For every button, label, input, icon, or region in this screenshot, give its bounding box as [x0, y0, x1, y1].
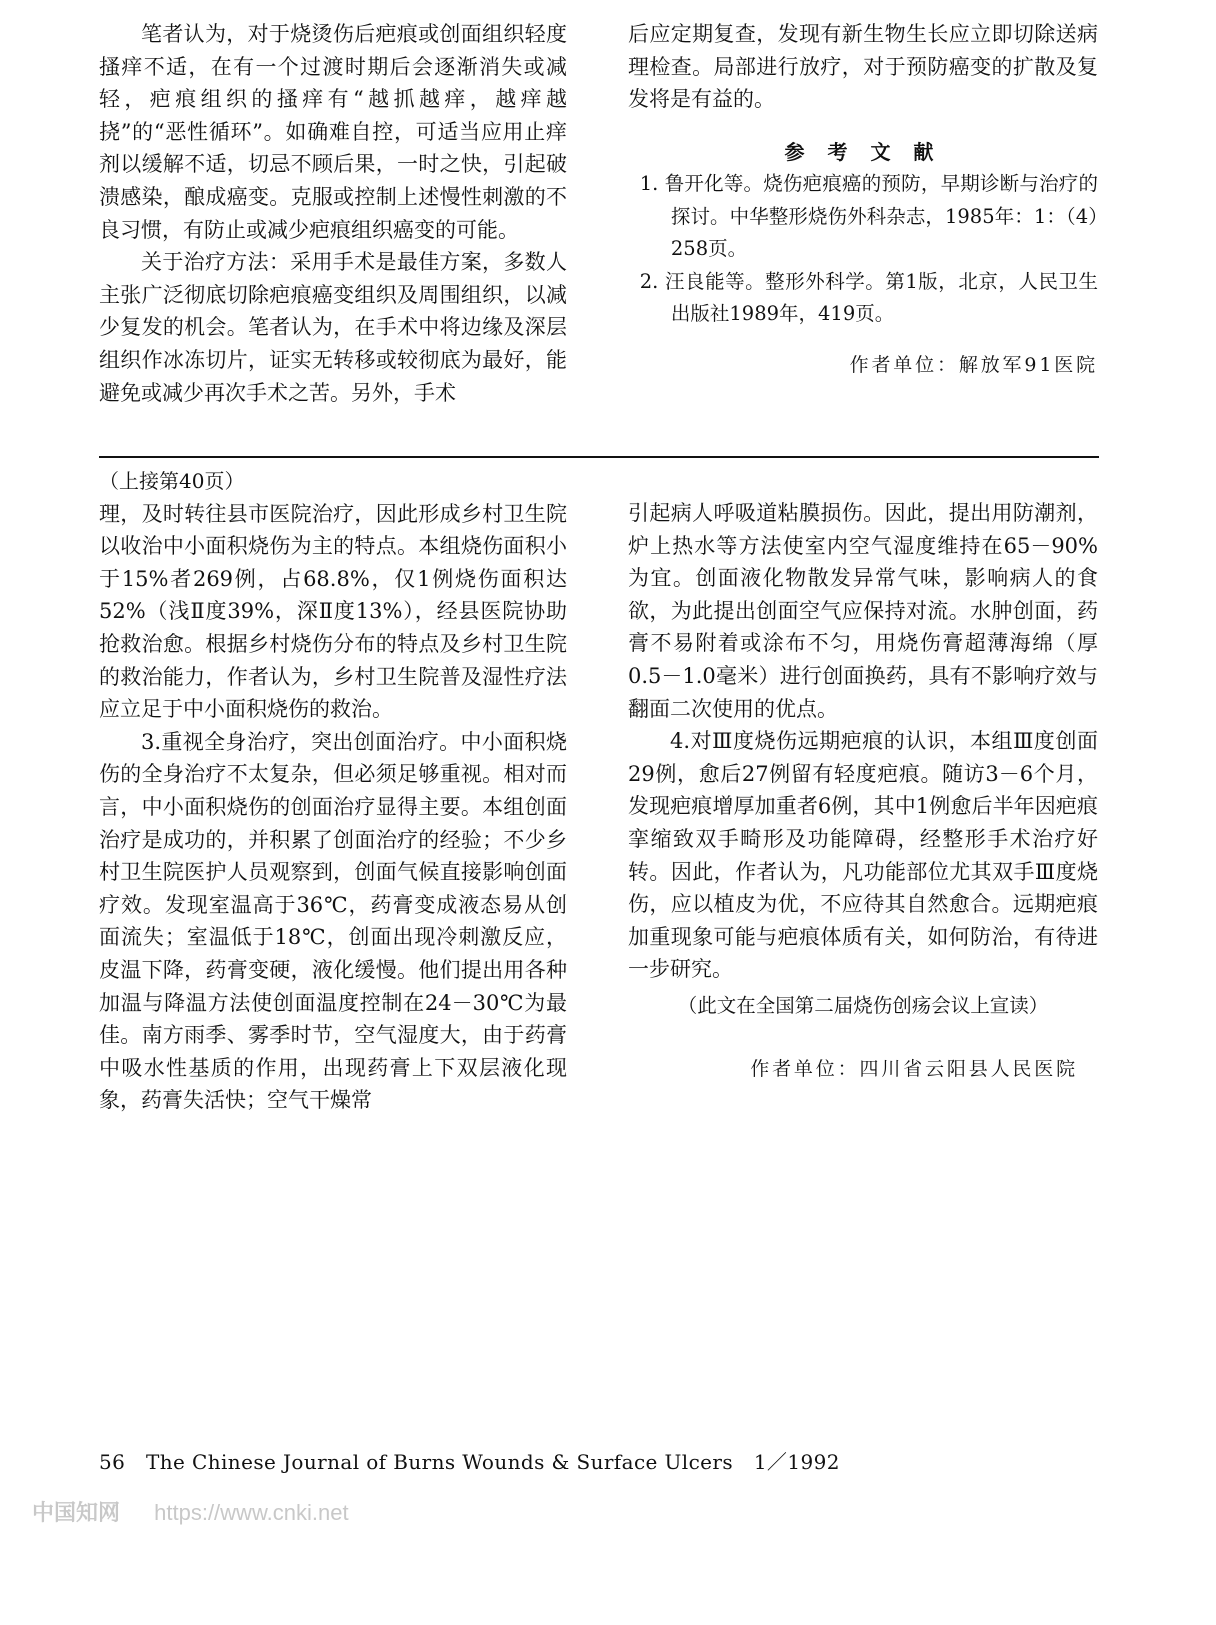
author-affiliation: 作者单位：解放军91医院: [849, 353, 1098, 376]
presentation-note: （此文在全国第二届烧伤创疡会议上宣读）: [677, 993, 1049, 1017]
paragraph: 后应定期复查，发现有新生物生长应立即切除送病理检查。局部进行放疗，对于预防癌变的扩散及复发将是有益的。: [628, 22, 1098, 112]
reference-item: 1. 鲁开化等。烧伤疤痕癌的预防，早期诊断与治疗的探讨。中华整形烧伤外科杂志，1985年：1：（4）258页。: [639, 172, 1098, 261]
paragraph: 笔者认为，对于烧烫伤后疤痕或创面组织轻度搔痒不适，在有一个过渡时期后会逐渐消失或减轻，疤痕组织的搔痒有“越抓越痒，越痒越挠”的“恶性循环”。如确难自控，可适当应用止痒剂以缓解不适，切忌不顾后果，一时之快，引起破溃感染，酿成癌变。克服或控制上述慢性刺激的不良习惯，有防止或减少疤痕组织癌变的可能。: [99, 22, 567, 242]
top-right-column: [628, 18, 1098, 381]
watermark-url: https://www.cnki.net: [154, 1500, 349, 1525]
page-number: 56: [99, 1450, 126, 1474]
bottom-right-column: [628, 497, 1098, 1085]
references-heading: 参 考 文 献: [784, 139, 942, 164]
continued-from-label: （上接第40页）: [99, 469, 245, 493]
page-footer: [99, 1446, 854, 1475]
paragraph: 3.重视全身治疗，突出创面治疗。中小面积烧伤的全身治疗不太复杂，但必须足够重视。相对而言，中小面积烧伤的创面治疗显得主要。本组创面治疗是成功的，并积累了创面治疗的经验；不少乡村卫生院医护人员观察到，创面气候直接影响创面疗效。发现室温高于36℃，药膏变成液态易从创面流失；室温低于18℃，创面出现冷刺激反应，皮温下降，药膏变硬，液化缓慢。他们提出用各种加温与降温方法使创面温度控制在24－30℃为最佳。南方雨季、雾季时节，空气湿度大，由于药膏中吸水性基质的作用，出现药膏上下双层液化现象，药膏失活快；空气干燥常: [99, 729, 567, 1113]
top-left-column: [99, 18, 567, 409]
paragraph: 引起病人呼吸道粘膜损伤。因此，提出用防潮剂，炉上热水等方法使室内空气湿度维持在65－90%为宜。创面液化物散发异常气味，影响病人的食欲，为此提出创面空气应保持对流。水肿创面，药膏不易附着或涂布不匀，用烧伤膏超薄海绵（厚0.5－1.0毫米）进行创面换药，具有不影响疗效与翻面二次使用的优点。: [628, 501, 1098, 721]
bottom-left-column: [99, 465, 567, 1117]
author-affiliation: 作者单位：四川省云阳县人民医院: [750, 1057, 1078, 1080]
journal-name: The Chinese Journal of Burns Wounds & Surface Ulcers: [146, 1450, 734, 1474]
watermark-brand: 中国知网: [32, 1500, 121, 1525]
section-divider: [99, 456, 1099, 458]
paragraph: 4.对Ⅲ度烧伤远期疤痕的认识，本组Ⅲ度创面29例，愈后27例留有轻度疤痕。随访3－6个月，发现疤痕增厚加重者6例，其中1例愈后半年因疤痕挛缩致双手畸形及功能障碍，经整形手术治疗好转。因此，作者认为，凡功能部位尤其双手Ⅲ度烧伤，应以植皮为优，不应待其自然愈合。远期疤痕加重现象可能与疤痕体质有关，如何防治，有待进一步研究。: [628, 729, 1098, 982]
issue-label: 1／1992: [753, 1450, 840, 1474]
paragraph: 关于治疗方法：采用手术是最佳方案，多数人主张广泛彻底切除疤痕癌变组织及周围组织，以减少复发的机会。笔者认为，在手术中将边缘及深层组织作冰冻切片，证实无转移或较彻底为最好，能避免或减少再次手术之苦。另外，手术: [99, 250, 567, 405]
watermark: [32, 1496, 349, 1527]
reference-item: 2. 汪良能等。整形外科学。第1版，北京，人民卫生出版社1989年，419页。: [639, 269, 1098, 326]
paragraph: 理，及时转往县市医院治疗，因此形成乡村卫生院以收治中小面积烧伤为主的特点。本组烧伤面积小于15%者269例，占68.8%，仅1例烧伤面积达52%（浅Ⅱ度39%，深Ⅱ度13%），经县医院协助抢救治愈。根据乡村烧伤分布的特点及乡村卫生院的救治能力，作者认为，乡村卫生院普及湿性疗法应立足于中小面积烧伤的救治。: [99, 501, 567, 722]
